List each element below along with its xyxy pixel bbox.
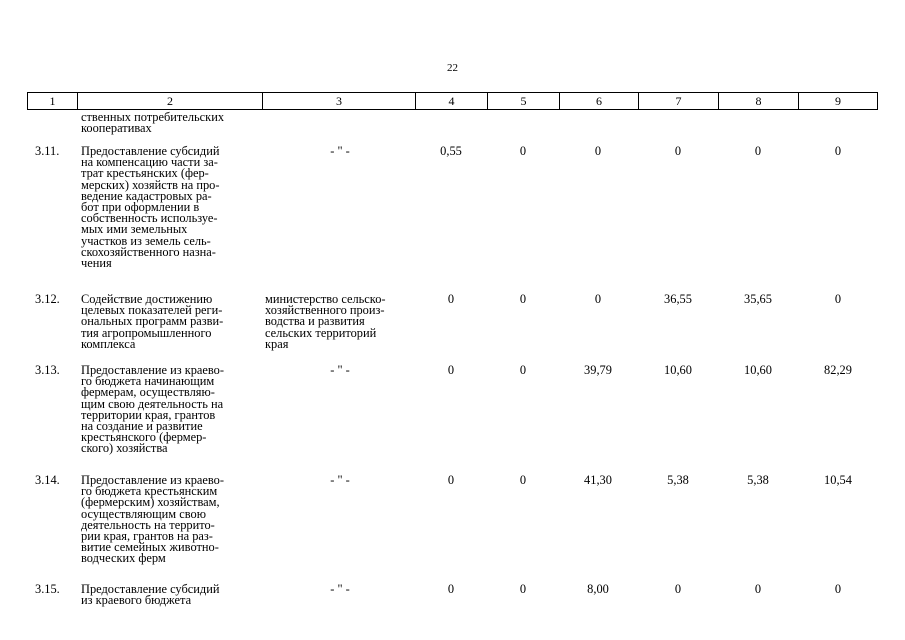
row-executor: - " - xyxy=(330,363,350,377)
row-value-9: 10,54 xyxy=(824,473,852,487)
row-value-7: 36,55 xyxy=(664,292,692,306)
row-value-9: 0 xyxy=(834,144,842,158)
row-value-4: 0 xyxy=(447,292,455,306)
row-value-5: 0 xyxy=(519,144,527,158)
row-value-6: 41,30 xyxy=(584,473,612,487)
row-value-8: 5,38 xyxy=(747,473,769,487)
row-value-5: 0 xyxy=(519,473,527,487)
header-col-4: 4 xyxy=(416,93,488,109)
continuation-text: ственных потребительских кооперативах xyxy=(81,110,225,136)
header-col-1: 1 xyxy=(28,93,78,109)
row-id: 3.14. xyxy=(35,473,60,487)
row-id: 3.15. xyxy=(35,582,60,596)
row-value-8: 0 xyxy=(754,582,762,596)
header-col-2: 2 xyxy=(78,93,263,109)
row-name: Предоставление субсидий из краевого бюджета xyxy=(81,582,220,608)
row-value-6: 0 xyxy=(594,292,602,306)
row-executor: министерство сельско- хозяйственного произ- водства и развития сельских территорий края xyxy=(265,292,386,351)
row-value-8: 0 xyxy=(754,144,762,158)
row-value-5: 0 xyxy=(519,582,527,596)
row-executor: - " - xyxy=(330,582,350,596)
row-name: Предоставление из краево- го бюджета начинающим фермерам, осуществляю- щим свою деятельность на территории края, грантов на создание и развитие крестьянского (фермер- ского) хозяйства xyxy=(81,363,225,456)
row-value-6: 39,79 xyxy=(584,363,612,377)
page-number: 22 xyxy=(447,62,458,74)
header-col-8: 8 xyxy=(719,93,799,109)
row-value-4: 0 xyxy=(447,363,455,377)
row-value-7: 5,38 xyxy=(667,473,689,487)
row-value-9: 0 xyxy=(834,582,842,596)
row-value-4: 0,55 xyxy=(440,144,462,158)
row-value-7: 10,60 xyxy=(664,363,692,377)
header-col-7: 7 xyxy=(639,93,719,109)
row-name: Содействие достижению целевых показателей реги- ональных программ разви- тия агропромышленного комплекса xyxy=(81,292,224,351)
row-id: 3.12. xyxy=(35,292,60,306)
header-col-9: 9 xyxy=(835,94,841,108)
row-value-8: 35,65 xyxy=(744,292,772,306)
row-value-4: 0 xyxy=(447,582,455,596)
row-id: 3.13. xyxy=(35,363,60,377)
header-col-3: 3 xyxy=(263,93,416,109)
row-value-9: 82,29 xyxy=(824,363,852,377)
row-executor: - " - xyxy=(330,473,350,487)
row-value-6: 8,00 xyxy=(587,582,609,596)
row-value-4: 0 xyxy=(447,473,455,487)
row-id: 3.11. xyxy=(35,144,60,158)
row-value-5: 0 xyxy=(519,363,527,377)
row-name: Предоставление из краево- го бюджета крестьянским (фермерским) хозяйствам, осуществляющим свою деятельность на террито- рии края, грантов на раз- витие семейных животно- водческих ферм xyxy=(81,473,225,566)
row-name: Предоставление субсидий на компенсацию части за- трат крестьянских (фер- мерских) хозяйств на про- ведение кадастровых ра- бот при оформлении в собственность используе- мых ими земельных участков из земель сель- скохозяйственного назна- чения xyxy=(81,144,220,271)
row-value-7: 0 xyxy=(674,144,682,158)
header-col-6: 6 xyxy=(560,93,639,109)
row-executor: - " - xyxy=(330,144,350,158)
row-value-8: 10,60 xyxy=(744,363,772,377)
row-value-5: 0 xyxy=(519,292,527,306)
row-value-7: 0 xyxy=(674,582,682,596)
table-header xyxy=(27,92,878,110)
row-value-9: 0 xyxy=(834,292,842,306)
row-value-6: 0 xyxy=(594,144,602,158)
header-col-5: 5 xyxy=(488,93,560,109)
